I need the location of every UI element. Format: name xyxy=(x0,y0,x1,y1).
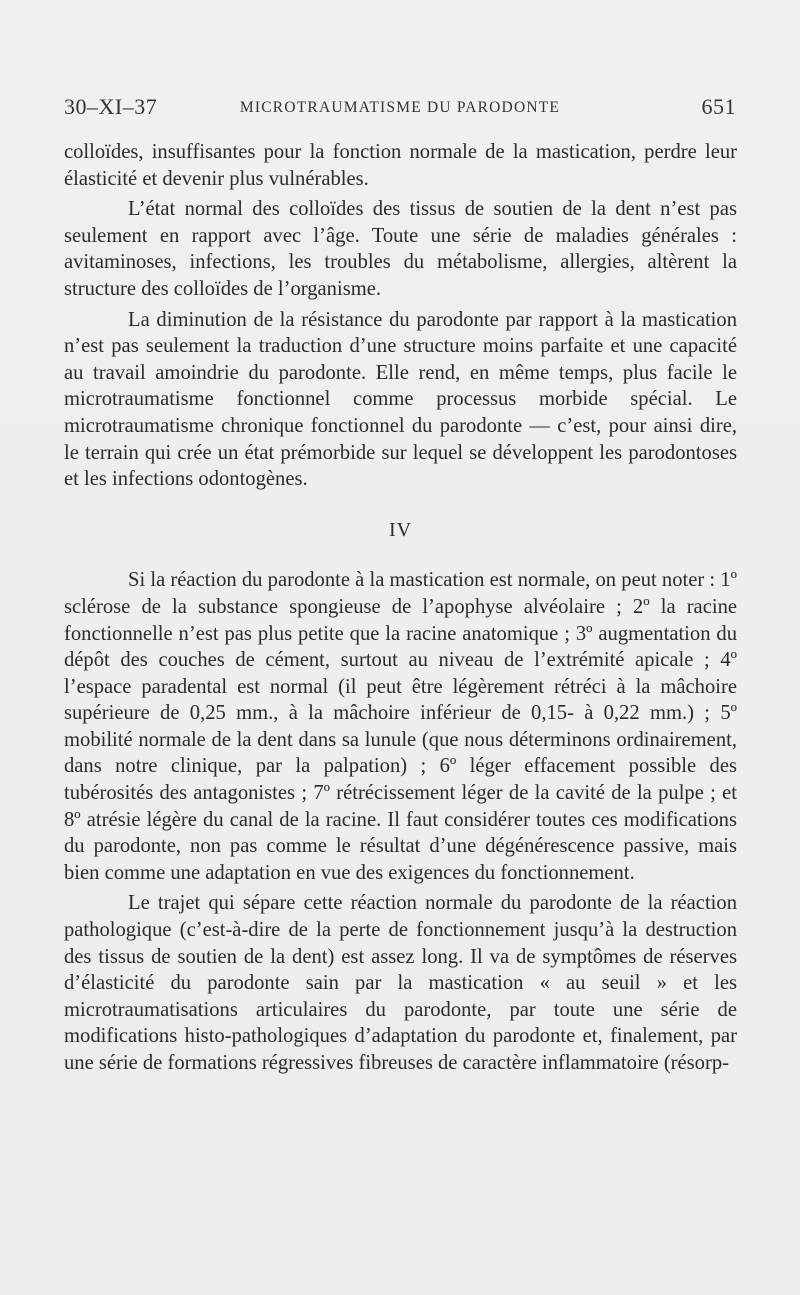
body-text xyxy=(64,139,737,1077)
running-header xyxy=(64,94,736,124)
paragraph-continued: colloïdes, insuffisantes pour la fonction normale de la mastication, perdre leur élasticité et devenir plus vulnérables. xyxy=(64,141,737,190)
paragraph-pathological-path: Le trajet qui sépare cette réaction normale du parodonte de la réaction pathologique (c’est-à-dire de la perte de fonctionnement jusqu’à la destruction des tissus de soutien de la dent) est assez long. Il va de symptômes de réserves d’élasticité du parodonte sain par la mastication « au seuil » et les microtraumatisations articulaires du parodonte, par toute une série de modifications histo-pathologiques d’adaptation du parodonte et, finalement, par une série de formations régressives fibreuses de caractère inflammatoire (résorp- xyxy=(64,892,737,1074)
section-heading: IV xyxy=(388,518,413,541)
paragraph-normal-reaction: Si la réaction du parodonte à la mastication est normale, on peut noter : 1º sclérose de la substance spongieuse de l’apophyse alvéolaire ; 2º la racine fonctionnelle n’est pas plus petite que la racine anatomique ; 3º augmentation du dépôt des couches de cément, surtout au niveau de l’extrémité apicale ; 4º l’espace paradental est normal (il peut être légèrement rétréci à la mâchoire supérieure de 0,25 mm., à la mâchoire inférieur de 0,15- à 0,22 mm.) ; 5º mobilité normale de la dent dans sa lunule (que nous déterminons ordinairement, dans notre clinique, par la palpation) ; 6º léger effacement possible des tubérosités des antagonistes ; 7º rétrécissement léger de la cavité de la pulpe ; et 8º atrésie légère du canal de la racine. Il faut considérer toutes ces modifications du parodonte, non pas comme le résultat d’une dégénérescence passive, mais bien comme une adaptation en vue des exigences du fonctionnement. xyxy=(64,569,737,884)
header-page-number: 651 xyxy=(701,94,736,119)
paragraph-resistance: La diminution de la résistance du parodonte par rapport à la mastication n’est pas seulement la traduction d’une structure moins parfaite et une capacité au travail amoindrie du parodonte. Elle rend, en même temps, plus facile le microtraumatisme fonctionnel comme processus morbide spécial. Le microtraumatisme chronique fonctionnel du parodonte — c’est, pour ainsi dire, le terrain qui crée un état prémorbide sur lequel se développent les parodontoses et les infections odontogènes. xyxy=(64,308,737,491)
header-date: 30–XI–37 xyxy=(64,94,158,119)
header-running-title: MICROTRAUMATISME DU PARODONTE xyxy=(239,99,561,116)
paragraph-colloid-state: L’état normal des colloïdes des tissus de soutien de la dent n’est pas seulement en rapport avec l’âge. Toute une série de maladies générales : avitaminoses, infections, les troubles du métabolisme, allergies, altèrent la structure des colloïdes de l’organisme. xyxy=(64,198,737,300)
